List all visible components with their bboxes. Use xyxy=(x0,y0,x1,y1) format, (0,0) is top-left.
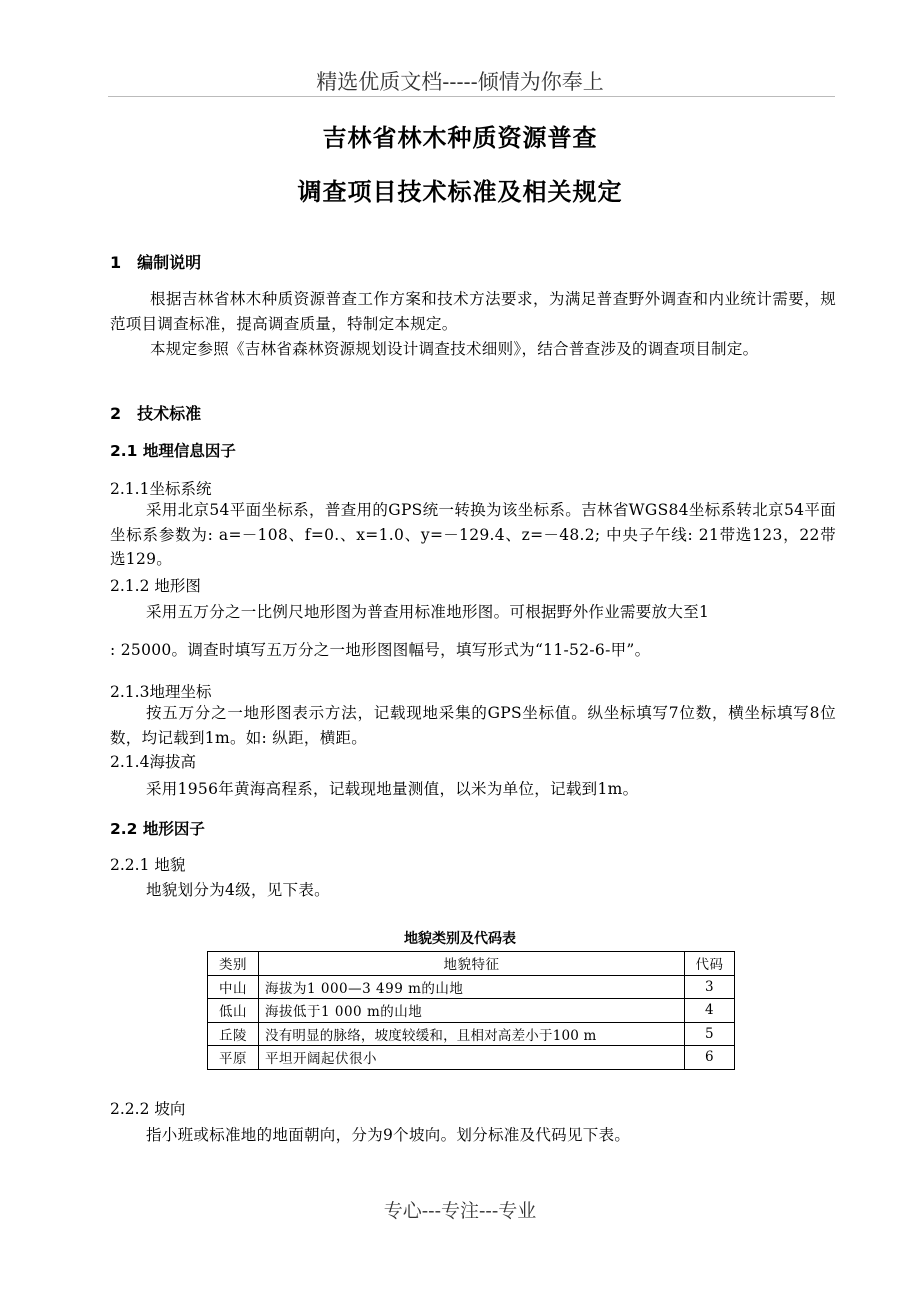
table-cell-code: 5 xyxy=(685,1022,735,1046)
table-cell-feature: 海拔低于1 000 m的山地 xyxy=(259,999,685,1023)
section-2-2-heading: 2.2 地形因子 xyxy=(110,820,205,838)
table-cell-category: 丘陵 xyxy=(208,1022,259,1046)
section-2-2-1-heading: 2.2.1 地貌 xyxy=(110,856,186,874)
table-header-feature: 地貌特征 xyxy=(259,952,685,976)
table-row xyxy=(208,999,735,1023)
table-header-category: 类别 xyxy=(208,952,259,976)
table-cell-feature: 没有明显的脉络，坡度较缓和，且相对高差小于100 m xyxy=(259,1022,685,1046)
section-2-1-heading: 2.1 地理信息因子 xyxy=(110,442,236,460)
section-2-1-3-heading: 2.1.3地理坐标 xyxy=(110,683,212,701)
table-row xyxy=(208,1046,735,1070)
section-2-1-2-text-line-2: : 25000。调查时填写五万分之一地形图图幅号，填写形式为“11-52-6-甲”。 xyxy=(110,641,651,659)
section-2-2-2-text: 指小班或标准地的地面朝向，分为9个坡向。划分标准及代码见下表。 xyxy=(146,1126,631,1144)
section-2-1-4-text: 采用1956年黄海高程系，记载现地量测值，以米为单位，记载到1m。 xyxy=(146,780,639,798)
table-cell-category: 平原 xyxy=(208,1046,259,1070)
section-2-1-3-text: 按五万分之一地形图表示方法，记载现地采集的GPS坐标值。纵坐标填写7位数，横坐标填写8位数，均记载到1m。如: 纵距，横距。 xyxy=(110,704,836,747)
table-cell-feature: 平坦开阔起伏很小 xyxy=(259,1046,685,1070)
table-cell-category: 低山 xyxy=(208,999,259,1023)
table-row xyxy=(208,1022,735,1046)
table-header-row xyxy=(208,952,735,976)
section-2-1-1-heading: 2.1.1坐标系统 xyxy=(110,480,212,498)
landform-table-title: 地貌类别及代码表 xyxy=(404,931,516,947)
section-2-1-4-heading: 2.1.4海拔高 xyxy=(110,753,196,771)
table-cell-code: 3 xyxy=(685,975,735,999)
table-row xyxy=(208,975,735,999)
section-1-paragraph-1: 根据吉林省林木种质资源普查工作方案和技术方法要求，为满足普查野外调查和内业统计需要，规范项目调查标准，提高调查质量，特制定本规定。 xyxy=(110,290,836,333)
page-footer: 专心---专注---专业 xyxy=(383,1200,537,1222)
table-cell-category: 中山 xyxy=(208,975,259,999)
document-title-line-1: 吉林省林木种质资源普查 xyxy=(322,124,598,152)
section-2-1-2-text-line-1: 采用五万分之一比例尺地形图为普查用标准地形图。可根据野外作业需要放大至1 xyxy=(146,603,710,621)
section-2-heading: 2 技术标准 xyxy=(110,404,202,423)
table-cell-code: 6 xyxy=(685,1046,735,1070)
section-2-1-2-heading: 2.1.2 地形图 xyxy=(110,577,201,595)
section-2-1-1-text: 采用北京54平面坐标系，普查用的GPS统一转换为该坐标系。吉林省WGS84坐标系转北京54平面坐标系参数为: a=－108、f=0.、x=1.0、y=－129.4、z=－48.2; 中央子午线: 21带选123，22带选129。 xyxy=(110,501,836,568)
header-divider xyxy=(108,96,835,97)
page-header: 精选优质文档-----倾情为你奉上 xyxy=(316,70,604,94)
table-header-code: 代码 xyxy=(685,952,735,976)
table-cell-code: 4 xyxy=(685,999,735,1023)
section-2-2-2-heading: 2.2.2 坡向 xyxy=(110,1100,186,1118)
section-2-2-1-text: 地貌划分为4级，见下表。 xyxy=(146,881,330,899)
landform-code-table xyxy=(207,951,735,1070)
section-1-paragraph-2: 本规定参照《吉林省森林资源规划设计调查技术细则》，结合普查涉及的调查项目制定。 xyxy=(150,340,759,358)
document-title-line-2: 调查项目技术标准及相关规定 xyxy=(297,178,623,206)
section-1-heading: 1 编制说明 xyxy=(110,253,202,272)
table-cell-feature: 海拔为1 000—3 499 m的山地 xyxy=(259,975,685,999)
